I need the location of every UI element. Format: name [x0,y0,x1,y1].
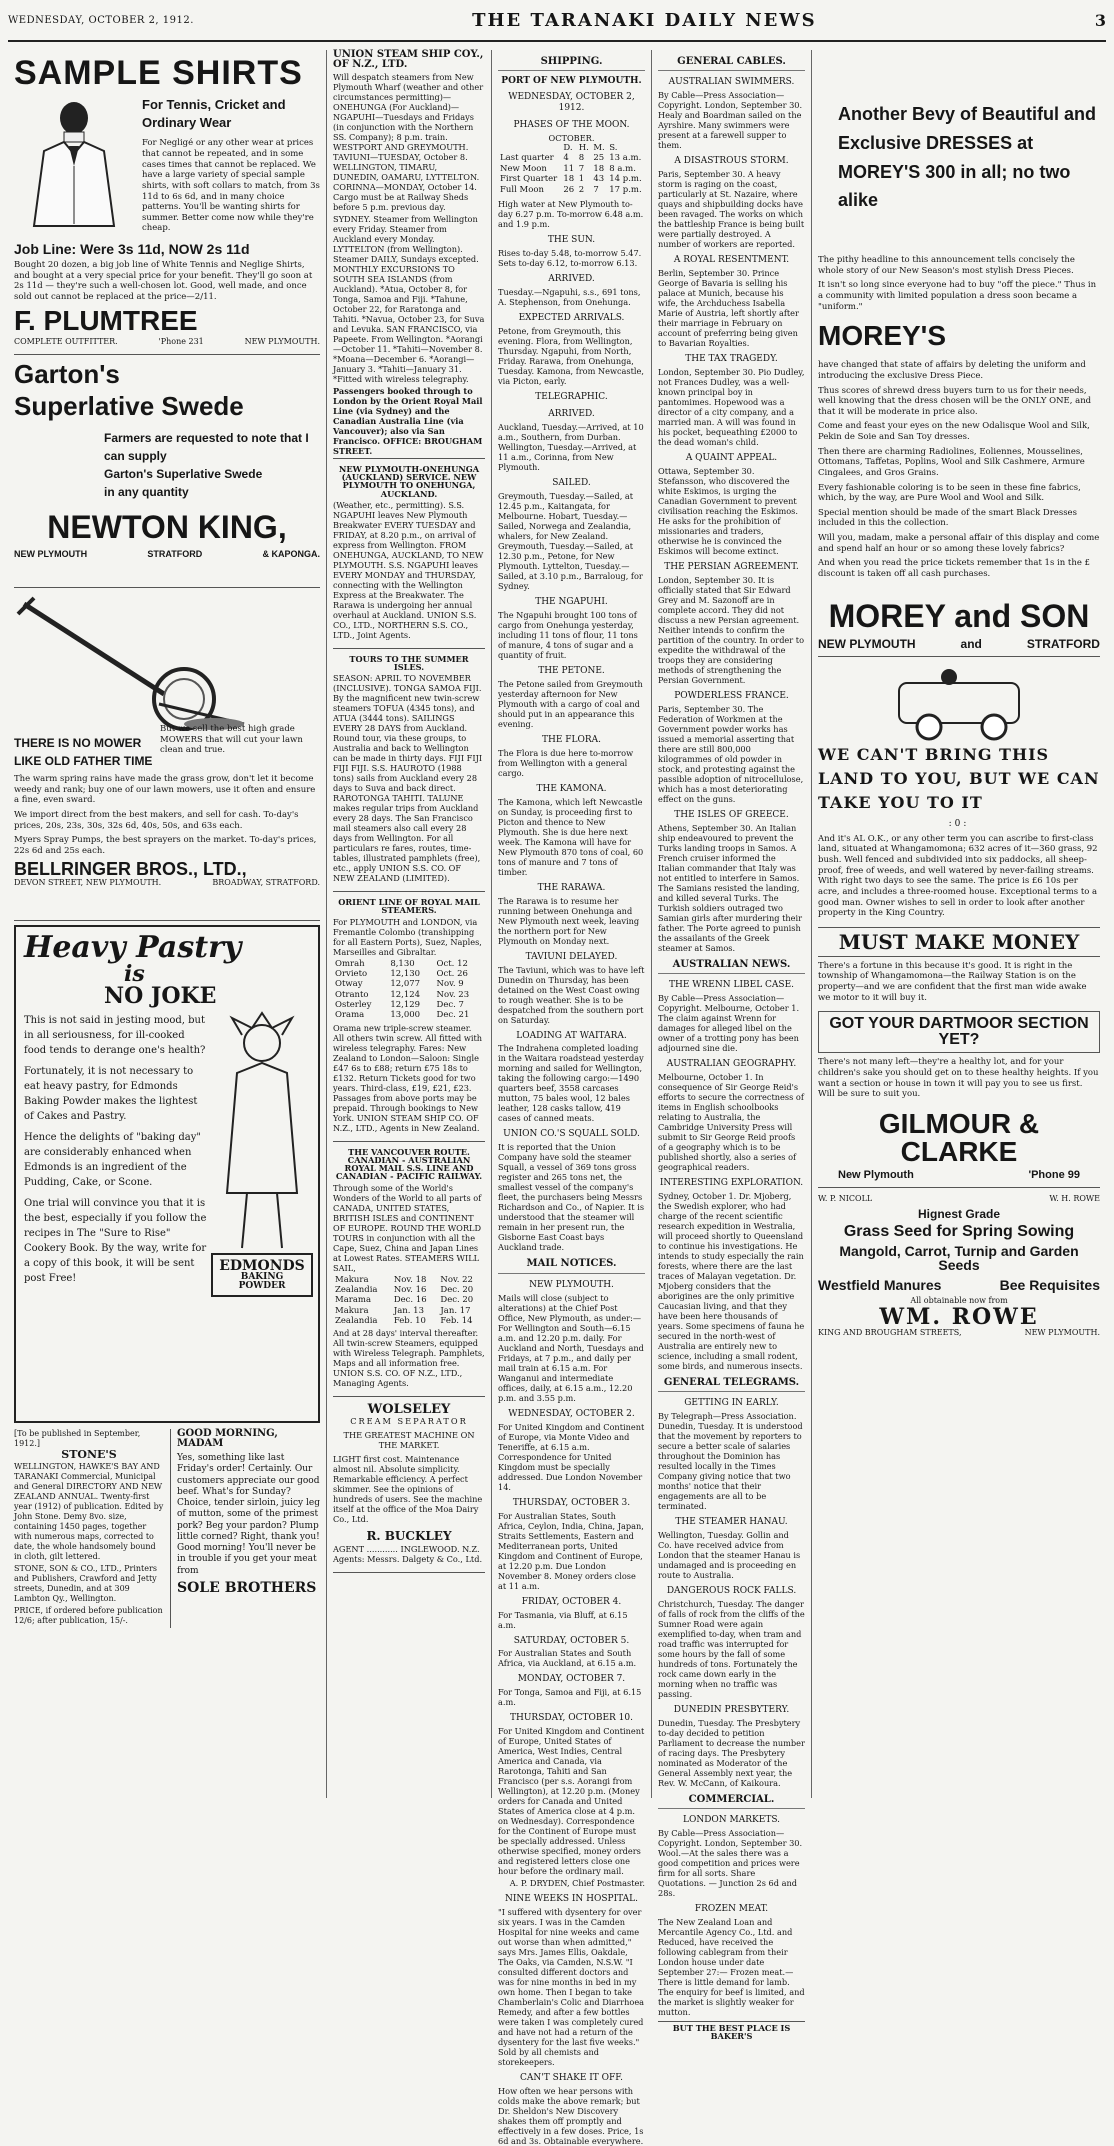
vancouver-from-auckland: Dec. 20 [440,1284,474,1295]
royal-heading: A ROYAL RESENTMENT. [673,255,790,266]
vancouver-sailings-table [333,1275,485,1327]
vancouver-foot: And at 28 days' interval thereafter. All twin-screw Steamers, equipped with Wireless Telegraph. Pamphlets, Maps and all information free. UNION S.S. CO. OF N.Z., LTD., Managing Agents. [333,1328,485,1389]
land-headline: WE CAN'T BRING THIS LAND TO YOU, BUT WE CAN TAKE YOU TO IT [818,744,1100,812]
morey-town-and: and [960,636,982,651]
vancouver-from-auckland: Nov. 22 [440,1274,473,1285]
pastry-headline3: NO JOKE [104,983,217,1009]
vancouver-from-sydney: Nov. 18 [393,1274,427,1285]
vancouver-sailing-row [333,1275,485,1285]
land-body: And it's AL O.K., or any other term you can ascribe to first-class land, situated at Whangamomona; 632 acres of it—360 grass, 92 bush. Well fenced and subdivided into six paddocks, all sheep-proof, free of weeds, and well watered by never-failing streams. With right two days to see the same. The price is £6 10s per acre, and includes a three-roomed house. Exceptional terms to a good man. Owner wishes to sell in order to look after another property in the King Country. [818,833,1098,919]
vancouver-sailing-row [333,1306,485,1316]
morey-p7: Will you, madam, make a personal affair of this display and come and spend half an hour or so among these lovely fabrics? [818,533,1100,554]
mail-fri-heading: FRIDAY, OCTOBER 4. [521,1596,622,1607]
moon-phase-time: 8 a.m. [609,163,636,174]
column-ads-right [811,50,1106,1798]
morning-headline: GOOD MORNING, MADAM [177,1428,278,1449]
aus-news-heading: AUSTRALIAN NEWS. [658,959,805,974]
shirt-man-illustration [14,96,134,226]
greece-heading: THE ISLES OF GREECE. [674,809,789,820]
orient-ship-name: Omrah [335,958,365,969]
orient-ship-tons: 12,124 [390,989,421,1000]
ad-onehunga-service [333,458,485,649]
mail-sub: NEW PLYMOUTH. [529,1279,614,1290]
moon-phase-minute: 18 [593,163,605,174]
moon-phase-row [498,185,645,195]
ad-summer-isles [333,649,485,892]
vancouver-from-auckland: Jan. 17 [440,1305,471,1316]
seed-head5: Bee Requisites [999,1276,1100,1293]
geo-body: Melbourne, October 1. In consequence of Sir George Reid's efforts to secure the correctness of items in English schoolbooks relating to Australia, the Cambridge University Press will submit to Sir George Reid proofs of a geography which is to be published shortly, also a series of geographical readers. [658,1072,804,1173]
explore-body: Sydney, October 1. Dr. Mjoberg, the Swedish explorer, who had charge of the recent scientific research expedition in Westralia, will proceed shortly to Queensland to continue his investigations. He intends to study especially the rain forests, where there are the last traces of Malayan vegetation. Dr. Mjoberg considers that the aborigines are the only primitive Caucasian living, and that they have been here thousands of years. Some specimens of fauna he secured in the north-west of Australia are entirely new to science, including a small rodent, some birds, and numerous insects. [658,1191,805,1372]
pastry-headline1: Heavy Pastry [24,930,242,965]
orient-ship-tons: 8,130 [390,958,415,969]
swede-body3: in any quantity [104,485,189,499]
plumtree-phone: 'Phone 231 [158,336,204,346]
gilmour-phone: 'Phone 99 [1028,1168,1080,1181]
morey-p4: Then there are charming Radiolines, Eoliennes, Mousselines, Ottomans, Taffetas, Poplins, Wool and Silk Cashmere, Armure Cingalees, and Gros Grains. [818,446,1085,478]
hanau-body: Wellington, Tuesday. Gollin and Co. have received advice from London that the steamer Hanau is undamaged and is proceeding en route to Australia. [658,1530,801,1581]
orient-sailing-row [333,990,485,1000]
swede-body1: Farmers are requested to note that I can supply [104,431,309,463]
directory-body: WELLINGTON, HAWKE'S BAY AND TARANAKI Commercial, Municipal and General DIRECTORY AND NEW ZEALAND ANNUAL. Twenty-first year (1912) of publication. Edited by John Stone. Demy 8vo. size, containing 1450 pages, together with numerous maps, corrected to date, the whole handsomely bound in cloth, gilt lettered. [14,1462,164,1561]
morey-town-2: STRATFORD [1026,636,1100,651]
flora-heading: THE FLORA. [541,734,602,745]
seed-head2: Grass Seed for Spring Sowing [843,1222,1075,1240]
mail-mon-heading: MONDAY, OCTOBER 7. [517,1674,626,1685]
squall-heading: UNION CO.'S SQUALL SOLD. [503,1129,640,1140]
arrived2-body: Auckland, Tuesday.—Arrived, at 10 a.m., Southern, from Durban. Wellington, Tuesday.—Arrived, at 11 a.m., Corinna, from New Plymouth. [498,421,644,472]
explore-heading: INTERESTING EXPLORATION. [659,1178,804,1189]
vancouver-ship-name: Makura [335,1274,369,1285]
moon-phase-day: 11 [563,163,575,174]
moon-phase-day: 4 [563,153,569,164]
ngapuhi-body: The Ngapuhi brought 100 tons of cargo from Onehunga yesterday, including 11 tons of flour, 11 tons of manure, 4 tons of sugar and a quantity of fruit. [498,609,638,660]
gilmour-firm: GILMOUR & CLARKE [878,1107,1040,1167]
swede-line2: Superlative Swede [14,391,244,421]
vancouver-sailing-row [333,1285,485,1295]
moon-phase-hour: 8 [578,153,585,164]
mower-headline: THERE IS NO MOWER LIKE OLD FATHER TIME [14,736,153,768]
tax-body: London, September 30. Pio Dudley, not Frances Dudley, was a well-known principal boy in pantomimes. Hopewood was a director of a city company, and a married man. A will was found in his pocket, bequeathing £2000 to the dead woman's child. [658,367,805,448]
cant-body: How often we hear persons with colds make the above remark; but Dr. Sheldon's New Discovery shakes them off promptly and effectively in a few doses. Price, 1s 6d and 3s. Obtainable everywhere. [498,2086,644,2146]
telegrams-heading: GENERAL TELEGRAMS. [658,1377,805,1392]
mail-wed: For United Kingdom and Continent of Europe, via Monte Video and Teneriffe, at 6.15 a.m. Correspondence for United Kingdom must be specially addressed. Due London November 14. [498,1421,645,1492]
vancouver-head: THE VANCOUVER ROUTE. CANADIAN - AUSTRALIAN ROYAL MAIL S.S. LINE AND CANADIAN - PACIFIC RAILWAY. [335,1146,483,1182]
bottom-ads-row [14,1423,320,1628]
moon-col-h: H. [578,143,589,154]
kamona-body: The Kamona, which left Newcastle on Sunday, is proceeding first to Picton and thence to New Plymouth. She is due here next week. The Kamona will have for New Plymouth 870 tons of coal, 60 tons of manure and 7 tons of timber. [498,796,644,877]
markets-body: By Cable—Press Association—Copyright. London, September 30. Wool.—At the sales there was a good competition and prices were firm for all sorts. Share Quotations. — Junction 2s 6d and 28s. [658,1828,803,1899]
early-heading: GETTING IN EARLY. [684,1398,779,1409]
port-heading: PORT OF NEW PLYMOUTH. [501,76,642,87]
orient-ship-tons: 13,000 [390,1010,421,1021]
usc-sydney: SYDNEY. Steamer from Wellington every Friday. Steamer from Auckland every Monday. LYTTELTON (from Wellington). Steamer DAILY, Sundays excepted. MONTHLY EXCURSIONS TO SOUTH SEA ISLANDS (from Auckland). *Atua, October 8, for Tonga, Samoa and Fiji. *Tahune, October 22, for Raratonga and Tahiti. *Navua, October 23, for Suva and Levuka. SAN FRANCISCO, via Papeete. From Wellington. *Aorangi—October 11. *Tahiti—November 8. *Moana—December 6. *Aorangi—January 3. *Tahiti—January 31. *Fitted with wireless telegraphy. [333,214,485,384]
shirts-job-body: Bought 20 dozen, a big job line of White Tennis and Neglige Shirts, and bought at a very special price for your benefit. They'll go soon at 2s 11d — they're such a well-chosen lot. Good, well made, and once sold out cannot be replaced at the price—2/11. [14,260,313,302]
mail-wed-heading: WEDNESDAY, OCTOBER 2. [508,1408,635,1419]
mail-mon: For Tonga, Samoa and Fiji, at 6.15 a.m. [498,1687,642,1708]
orient-sailing-row [333,1000,485,1010]
arrived-body: Tuesday.—Ngapuhi, s.s., 691 tons, A. Stephenson, from Onehunga. [498,286,641,307]
vancouver-ship-name: Zealandia [335,1316,378,1327]
newspaper-title: THE TARANAKI DAILY NEWS [472,9,817,31]
orient-head: ORIENT LINE OF ROYAL MAIL STEAMERS. [338,897,480,916]
newton-king-town-1: NEW PLYMOUTH [14,549,88,559]
commercial-heading: COMMERCIAL. [658,1794,805,1809]
moon-heading: PHASES OF THE MOON. [513,120,630,131]
seed-head3: Mangold, Carrot, Turnip and Garden Seeds [839,1242,1079,1273]
orient-ship-name: Otway [335,979,363,990]
morey-intro2: It isn't so long since everyone had to buy "off the piece." Thus in a community with limited population a dress soon became a "uniform." [818,280,1097,312]
moon-phase-row [498,174,645,184]
lawn-mower-illustration [14,594,154,734]
pastry-body3: Hence the delights of "baking day" are considerably enhanced when Edmonds is an ingredient of the Pudding, Cake, or Scone. [24,1132,201,1188]
seed-firm: WM. ROWE [879,1303,1039,1330]
mail-sat: For Australian States and South Africa, via Auckland, at 6.15 a.m. [498,1648,637,1669]
frozen-heading: FROZEN MEAT. [694,1904,769,1915]
moon-phase-name: Last quarter [500,153,554,164]
page-columns [8,49,1106,2146]
onehunga-body: (Weather, etc., permitting). S.S. NGAPUHI leaves New Plymouth Breakwater EVERY TUESDAY and FRIDAY, at 8.20 p.m., on arrival of express from Wellington. FROM ONEHUNGA, AUCKLAND, TO NEW PLYMOUTH. S.S. NGAPUHI leaves EVERY MONDAY and THURSDAY, connecting with the Wellington Express at the Breakwater. The Rarawa is undergoing her annual overhaul at Auckland. UNION S.S. CO., LTD., NORTHERN S.S. CO., LTD., Joint Agents. [333,499,484,640]
jester-illustration [217,1013,307,1253]
dartmoor-headline: GOT YOUR DARTMOOR SECTION YET? [818,1011,1100,1053]
mower-body1: But we sell the best high grade MOWERS that will cut your lawn clean and true. [160,724,303,756]
vancouver-ship-name: Zealandia [335,1284,378,1295]
ad-gartons-swede [14,355,320,588]
markets-heading: LONDON MARKETS. [682,1815,781,1826]
shirts-for: For Tennis, Cricket and Ordinary Wear [142,97,286,131]
orient-sailing-row [333,959,485,969]
telegraphic-heading: TELEGRAPHIC. [535,391,608,402]
tide-text: High water at New Plymouth to-day 6.27 p.m. To-morrow 6.48 a.m. and 1.9 p.m. [498,198,644,229]
tours-body: SEASON: APRIL TO NOVEMBER (INCLUSIVE). TONGA SAMOA FIJI. By the magnificent new twin-screw steamers TOFUA (4345 tons), and ATUA (3444 tons). SAILINGS EVERY 28 DAYS from Auckland. Round tour, via these groups, to Australia and back to Wellington can be made in thirty days. FIJI FIJI FIJI FIJI. S.S. HAUROTO (1988 tons) sails from Auckland every 28 days to Suva and back direct. RAROTONGA TAHITI. TALUNE makes regular trips from Auckland every 28 days. The San Francisco mail steamers also call every 28 days from Wellington. For all particulars re fares, routes, time-tables, illustrated pamphlets (free), etc., apply UNION S.S. CO. OF NEW ZEALAND (LIMITED). [333,673,483,884]
port-date: WEDNESDAY, OCTOBER 2, 1912. [508,92,635,114]
moon-phase-hour: 7 [578,163,585,174]
column-steamship-ads [326,50,491,1798]
edmonds-tin [211,1253,313,1297]
moon-phase-day: 26 [563,184,575,195]
mail-body: Mails will close (subject to alterations) at the Chief Post Office, New Plymouth, as under:— For Wellington and South—6.15 a.m. and 12.20 p.m. daily. For Auckland and North, Tuesdays and Fridays, at 7 p.m., and daily per mail train at 6.15 a.m. For Wanganui and intermediate offices, daily, at 6.15 a.m., 12.20 p.m. and 3.55 p.m. [498,1292,644,1403]
vancouver-from-auckland: Feb. 14 [440,1316,473,1327]
powder-heading: POWDERLESS FRANCE. [674,691,789,701]
morey-p6: Special mention should be made of the smart Black Dresses included in this the collection. [818,507,1077,529]
morey-town-1: NEW PLYMOUTH [818,636,916,651]
seed-addr-left: KING AND BROUGHAM STREETS, [818,1327,962,1337]
hospital-heading: NINE WEEKS IN HOSPITAL. [504,1894,639,1905]
swede-body2: Garton's Superlative Swede [104,467,263,481]
expected-heading: EXPECTED ARRIVALS. [518,312,625,323]
moon-phase-row [498,153,645,163]
mail-thu: For Australian States, South Africa, Ceylon, India, China, Japan, Straits Settlements, Eastern and Mediterranean ports, United Kingdom and Continent of Europe, at 12.20 p.m. Due London November 8. Money orders close at 11 a.m. [498,1510,644,1591]
morey-p5: Every fashionable coloring is to be seen in these fine fabrics, which, by the way, are Pure Wool and Wool and Silk. [818,482,1081,504]
wolseley-body2: LIGHT first cost. Maintenance almost nil. Absolute simplicity. Remarkable efficiency. A perfect skimmer. See the opinions of hundreds of users. See the machine itself at the office of the Moa Dairy Co., Ltd. [333,1454,483,1525]
shirts-body: For Negligé or any other wear at prices that cannot be repeated, and in some cases times that cannot be replaced. We have a large variety of special sample shirts, with soft collars to match, from 3s 11d to 6s 6d, and in many choice patterns. You'll be wanting shirts for summer. Better come now while they're cheap. [142,138,320,234]
ad-edmonds-pastry [14,925,320,1423]
rarawa-body: The Rarawa is to resume her running between Onehunga and New Plymouth next week, leaving the northern port for New Plymouth on Monday next. [498,895,640,946]
orient-ship-date: Nov. 23 [436,989,470,1000]
mail-thu2-heading: THURSDAY, OCTOBER 10. [509,1713,633,1724]
directory-price: PRICE, if ordered before publication 12/6; after publication, 15/-. [14,1606,163,1625]
swim-heading: AUSTRALIAN SWIMMERS. [668,77,795,88]
mower-body2: The warm spring rains have made the grass grow, don't let it become weedy and rank; buy one of our lawn mowers, use it often and ensure a fine, even sward. [14,774,316,806]
bakers-line: BUT THE BEST PLACE IS BAKER'S [658,2021,805,2040]
presbytery-heading: DUNEDIN PRESBYTERY. [673,1705,790,1716]
moon-phase-time: 13 a.m. [609,153,642,164]
vancouver-from-auckland: Dec. 20 [440,1295,474,1306]
libel-heading: THE WRENN LIBEL CASE. [668,980,795,991]
moon-col-d: D. [563,143,573,154]
mail-heading: MAIL NOTICES. [498,1258,645,1273]
edmonds-brand: EDMONDS [219,1258,305,1274]
moon-phase-hour: 2 [578,184,585,195]
moon-phase-name: Full Moon [500,184,544,195]
morning-body: Yes, something like last Friday's order! Certainly. Our customers appreciate our good beef. What's for Sunday? Choice, tender sirloin, juicy leg of mutton, some of the primest pork? Beg your pardon? Plump little corned? Right, thank you! Good morning! You'll never be in trouble if you get your meat from [177,1453,320,1576]
quaint-heading: A QUAINT APPEAL. [685,453,778,464]
quaint-body: Ottawa, September 30. Stefansson, who discovered the white Eskimos, is urging the Canadian Government to prevent civilisation reaching the Eskimos. He asks for the prohibition of missionaries and traders, otherwise he is convinced the Eskimos will become extinct. [658,466,798,557]
moon-phase-time: 14 p.m. [609,174,642,185]
directory-publisher: STONE, SON & CO., LTD., Printers and Publishers, Crawford and Jetty streets, Dunedin, and at 309 Lambton Qy., Wellington. [14,1564,157,1603]
buckley-foot: AGENT ............ INGLEWOOD. N.Z. Agents: Messrs. Dalgety & Co., Ltd. [333,1544,483,1565]
arrived-heading: ARRIVED. [548,273,595,284]
expected-body: Petone, from Greymouth, this evening. Flora, from Wellington, Thursday. Ngapuhi, from North, Friday. Rarawa, from Onehunga, Tuesday. Kamona, from Newcastle, via Picton, early. [498,325,644,386]
directory-lead: [To be published in September, 1912.] [14,1429,141,1448]
storm-heading: A DISASTROUS STORM. [674,156,789,167]
edmonds-brand-sub: BAKING POWDER [238,1272,286,1291]
waitara-body: The Indrahena completed loading in the Waitara roadstead yesterday morning and sailed for Wellington, taking the following cargo:—1490 quarters beef, 3558 carcases mutton, 75 bales wool, 12 bales leather, 128 casks tallow, 419 cases of canned meats. [498,1043,644,1124]
arrived2-heading: ARRIVED. [548,408,595,419]
taviuni-body: The Taviuni, which was to have left Dunedin on Thursday, has been detained on the West Coast owing to rough weather. She is to be despatched from the southern port on Saturday. [498,964,645,1025]
swede-line1: Garton's [14,359,120,389]
wolseley-head: WOLSELEY [367,1402,451,1418]
pastry-body4: One trial will convince you that it is the best, especially if you follow the recipes in The "Sure to Rise" Cookery Book. By the way, write for a copy of this book, it will be sent post Free! [24,1198,207,1284]
geo-heading: AUSTRALIAN GEOGRAPHY. [666,1059,797,1070]
shirts-job-line: Job Line: Were 3s 11d, NOW 2s 11d [14,241,250,257]
vancouver-ship-name: Marama [335,1295,372,1306]
bellringer-firm: BELLRINGER BROS., LTD., [14,859,247,880]
mail-sat-heading: SATURDAY, OCTOBER 5. [513,1635,630,1646]
moon-phases-table [498,143,645,195]
orient-ship-date: Oct. 12 [436,958,468,969]
seed-addr-right: NEW PLYMOUTH. [1024,1327,1100,1337]
persian-body: London, September 30. It is officially stated that Sir Edward Grey and M. Sazonoff are in complete accord. They did not discuss a new Persian agreement. Neither intends to confirm the partition of the country. In order to expedite the withdrawal of the troops they are considering methods of strengthening the Persian Government. [658,575,805,685]
vancouver-from-sydney: Dec. 16 [393,1295,427,1306]
taviuni-heading: TAVIUNI DELAYED. [525,951,618,962]
libel-body: By Cable—Press Association—Copyright. Melbourne, October 1. The claim against Wrenn for damages for alleged libel on the owner of a trotting pony has been adjourned sine die. [658,993,800,1054]
ad-sample-shirts [14,50,320,355]
directory-title: STONE'S [61,1448,117,1461]
orient-body: For PLYMOUTH and LONDON, via Fremantle Colombo (transhipping for all Eastern Ports), Suez, Naples, Marseilles and Gibraltar. [333,916,482,957]
moon-col-s: S. [609,143,618,154]
swim-body: By Cable—Press Association—Copyright. London, September 30. Healy and Boardman sailed on the Ayrshire. Many swimmers were present at a farewell supper to them. [658,90,803,151]
morey-p8: And when you read the price tickets remember that 1s in the £ discount is taken off all cash purchases. [818,558,1090,579]
plumtree-firm: F. PLUMTREE [14,304,198,336]
mail-thu-heading: THURSDAY, OCTOBER 3. [512,1497,631,1508]
orient-ship-name: Osterley [335,1000,372,1011]
seed-left-name: W. P. NICOLL [818,1193,873,1203]
orient-ship-name: Orvieto [335,968,368,979]
seed-head1: Hignest Grade [917,1206,1001,1221]
falls-body: Christchurch, Tuesday. The danger of falls of rock from the cliffs of the Sumner Road were again exemplified to-day, when tram and road traffic was interrupted for some hours by the fall of some hundreds of tons. Fortunately the rock came down early in the morning when no traffic was passing. [658,1599,805,1700]
usc-foot: Passengers booked through to London by the Orient Royal Mail Line (via Sydney) and the Canadian Australia Line (via Vancouver); also via San Francisco. OFFICE: BROUGHAM STREET. [333,386,483,456]
orient-ship-date: Dec. 21 [436,1010,470,1021]
mail-fri: For Tasmania, via Bluff, at 6.15 a.m. [498,1609,628,1630]
ngapuhi-heading: THE NGAPUHI. [535,596,608,607]
moon-phase-minute: 43 [593,174,605,185]
pastry-body1: This is not said in jesting mood, but in all seriousness, for ill-cooked food tends to derange one's health? [24,1015,206,1056]
motorist-illustration [818,663,1100,743]
vancouver-from-sydney: Feb. 10 [393,1316,426,1327]
vancouver-ship-name: Makura [335,1305,369,1316]
powder-body: Paris, September 30. The Federation of Workmen at the Government powder works has issued a memorial asserting that there are still 800,000 kilogrammes of old powder in stock, and protesting against the passible adoption of nitrocellulose, which has a most deteriorating effect on the guns. [658,703,804,804]
frozen-body: The New Zealand Loan and Mercantile Agency Co., Ltd. and Reduced, have received the following cablegram from their London house under date September 27:— Frozen meat.—There is little demand for lamb. The enquiry for beef is limited, and the market is slightly weaker for mutton. [658,1917,805,2018]
wolseley-body1: THE GREATEST MACHINE ON THE MARKET. [343,1430,475,1451]
orient-ship-name: Otranto [335,989,369,1000]
cables-heading: GENERAL CABLES. [658,56,805,71]
moon-phase-name: First Quarter [500,174,558,185]
column-ads-left [8,50,326,1798]
hospital-body: "I suffered with dysentery for over six years. I was in the Camden Hospital for nine weeks and came out worse than when admitted," says Mrs. James Ellis, Oakdale, The Oaks, via Camden, N.S.W. "I consulted different doctors and was for nine months in bed in my own home. Then I began to take Chamberlain's Colic and Diarrhoea Remedy, and after a few bottles were taken I was completely cured and have not had a return of the dysentery for the last five weeks." Sold by all chemists and storekeepers. [498,1907,645,2068]
onehunga-head: NEW PLYMOUTH-ONEHUNGA (AUCKLAND) SERVICE. NEW PLYMOUTH TO ONEHUNGA, AUCKLAND. [338,464,480,499]
sun-body: Rises to-day 5.48, to-morrow 5.47. Sets to-day 6.12, to-morrow 6.13. [498,247,642,268]
column-shipping [491,50,651,2146]
morey-p1: have changed that state of affairs by deleting the uniform and introducing the exclusive Dress Piece. [818,360,1086,381]
seed-head4: Westfield Manures [818,1276,942,1293]
squall-body: It is reported that the Union Company have sold the steamer Squall, a vessel of 369 tons gross register and 265 tons net, the smallest vessel of the company's fleet, the purchasers being Messrs Richardson and Co., of Napier. It is understood that the steamer will remain in her present run, the Gisborne East Coast bays Auckland trade. [498,1142,645,1253]
ad-good-morning [170,1429,320,1628]
plumtree-outfitter: COMPLETE OUTFITTER. [14,336,118,346]
flora-body: The Flora is due here to-morrow from Wellington with a general cargo. [498,747,634,778]
royal-body: Berlin, September 30. Prince George of Bavaria is selling his palace at Munich, because his wife, the Archduchess Isabella Marie of Austria, left shortly after their marriage in February on account of preferring being given to Bavarian Royalties. [658,268,799,349]
mower-body3: We import direct from the best makers, and sell for cash. To-day's prices, 20s, 23s, 30s, 32s 6d, 40s, 50s, and 63s each. [14,809,299,831]
cant-heading: CAN'T SHAKE IT OFF. [519,2073,623,2084]
ad-bellringer-mower [14,588,320,921]
ad-wolseley [333,1397,485,1573]
shipping-heading: SHIPPING. [498,56,645,71]
orient-sailing-row [333,979,485,989]
early-body: By Telegraph—Press Association. Dunedin, Tuesday. It is understood that the movement by reporters to secure a better scale of salaries throughout the Dominion has resulted locally in the Times Company giving notice that two months' notice that their engagements are all to be terminated. [658,1411,803,1512]
greece-body: Athens, September 30. An Italian ship endeavoured to prevent the Turks landing troops in Samos. A French cruiser informed the Italian commander that Italy was not entitled to interfere in Samos. The Samians resisted the landing, and killed several Turks. The Turkish soldiers outraged two Samian girls after murdering their father. The Porte agreed to punish the assailants of the Greek steamer at Samos. [658,822,803,953]
persian-heading: THE PERSIAN AGREEMENT. [664,562,799,573]
orient-ship-date: Nov. 9 [436,979,464,990]
vancouver-sailing-row [333,1316,485,1326]
petone-heading: THE PETONE. [538,665,605,676]
page-number: 3 [1094,10,1106,30]
moon-phase-day: 18 [563,174,575,185]
kamona-heading: THE KAMONA. [536,783,607,794]
usc-body: Will despatch steamers from New Plymouth Wharf (weather and other circumstances permitting)— ONEHUNGA (For Auckland)— NGAPUHI—Tuesdays and Fridays (in conjunction with the Northern SS. Company); 8 p.m. train. WESTPORT AND GREYMOUTH. TAVIUNI—TUESDAY, October 8. WELLINGTON, TIMARU, DUNEDIN, OAMARU, LYTTELTON. CORINNA—MONDAY, October 14. Cargo must be at Railway Sheds before 5 p.m. previous day. [333,72,484,212]
vancouver-from-sydney: Nov. 16 [393,1284,427,1295]
mail-signature: A. P. DRYDEN, Chief Postmaster. [509,1878,645,1889]
ad-vancouver-route [333,1142,485,1398]
morey-firm: MOREY and SON [828,597,1090,634]
storm-body: Paris, September 30. A heavy storm is raging on the coast, particularly at St. Nazaire, where quays and shipbuilding docks have been ravaged. The works on which the battleship France is being built were partially destroyed. A number of workers are reported. [658,169,805,250]
orient-foot: Orama new triple-screw steamer. All others twin screw. All fitted with wireless telegraphy. Fares: New Zealand to London—Saloon: Single £47 6s to £88; return £75 18s to £132. Return Tickets good for two years. Third-class, £19, £21, £23. Passages from above ports may be prepaid. Through bookings to New York. UNION STEAM SHIP CO. OF N.Z., LTD., Agents in New Zealand. [333,1022,483,1133]
sailed-heading: SAILED. [552,477,591,488]
pastry-body2: Fortunately, it is not necessary to eat heavy pastry, for Edmonds Baking Powder makes the lightest of Cakes and Pastry. [24,1066,198,1122]
orient-ship-tons: 12,130 [390,968,421,979]
moon-phase-row [498,164,645,174]
sun-heading: THE SUN. [547,234,596,245]
sole-brothers-firm: SOLE BROTHERS [177,1579,317,1596]
newton-king-town-2: STRATFORD [147,549,203,559]
vancouver-body: Through some of the World's Wonders of the World to all parts of CANADA, UNITED STATES, BRITISH ISLES and CONTINENT OF EUROPE. ROUND THE WORLD TOURS in conjunction with all the Cape, Suez, China and Japan Lines at Lowest Rates. STEAMERS WILL SAIL, [333,1182,482,1273]
seed-right-name: W. H. ROWE [1049,1193,1100,1203]
newton-king-firm: NEWTON KING, [47,509,287,545]
falls-heading: DANGEROUS ROCK FALLS. [666,1586,797,1597]
usc-head: UNION STEAM SHIP COY., OF N.Z., LTD. [333,49,484,70]
dartmoor-body: There's not many left—they're a healthy lot, and for your children's sake you should get on to these healthy heights. If you want a section or house in town it will pay you to see us first. Will be sure to suit you. [818,1057,1099,1100]
orient-sailings-table [333,959,485,1021]
moon-month: OCTOBER. [548,133,595,144]
orient-ship-tons: 12,129 [390,1000,421,1011]
pastry-headline2: is [124,961,145,987]
mower-body4: Myers Spray Pumps, the best sprayers on the market. To-day's prices, 22s 6d and 25s each. [14,835,317,856]
ad-stones-directory [14,1429,164,1628]
money-body: There's a fortune in this because it's good. It is right in the township of Whangamomona—the Railway Station is on the property—and we are confident that the first man wide awake we motor to it will buy it. [818,960,1087,1003]
ad-moreys [818,50,1100,657]
vancouver-from-sydney: Jan. 13 [393,1305,424,1316]
shirts-headline: SAMPLE SHIRTS [14,54,303,92]
orient-ship-date: Dec. 7 [436,1000,464,1011]
sailed-body: Greymouth, Tuesday.—Sailed, at 12.45 p.m., Kaitangata, for Melbourne. Hobart, Tuesday.—Sailed, Norwega and Zealandia, whalers, for New Zealand. Greymouth, Tuesday.—Sailed, at 12.30 p.m., Petone, for New Plymouth. Lyttelton, Tuesday.—Sailed, at 3.10 p.m., Barraloug, for Sydney. [498,490,643,591]
land-separator: :0: [948,818,970,829]
rarawa-heading: THE RARAWA. [537,882,606,893]
orient-ship-name: Orama [335,1010,365,1021]
ad-orient-line [333,892,485,1142]
moon-phase-minute: 25 [593,153,605,164]
petone-body: The Petone sailed from Greymouth yesterday afternoon for New Plymouth with a cargo of coal and should put in an appearance this evening. [498,678,643,729]
tax-heading: THE TAX TRAGEDY. [685,354,778,365]
tours-head: TOURS TO THE SUMMER ISLES. [349,653,469,673]
moon-phase-minute: 7 [593,184,599,195]
bellringer-addr-right: BROADWAY, STRATFORD. [212,878,320,888]
buckley-head: R. BUCKLEY [366,1529,452,1544]
ad-wm-rowe-seeds [818,1188,1100,1344]
morey-name: MOREY'S [818,320,947,352]
vancouver-sailing-row [333,1295,485,1305]
moon-col-m: M. [593,143,605,154]
morey-p2: Thus scores of shrewd dress buyers turn to us for their needs, well knowing that the dress chosen will be the ONLY ONE, and that it will be moderate in price also. [818,385,1092,417]
orient-ship-tons: 12,077 [390,979,421,990]
wolseley-sub: CREAM SEPARATOR [350,1416,468,1427]
mail-thu2: For United Kingdom and Continent of Europe, United States of America, West Indies, Central America and Canada, via Rarotonga, Tahiti and San Francisco (per s.s. Aorangi from Wellington), at 12.20 p.m. (Money orders for Canada and United States of America close at 4 p.m. on Wednesday). Correspondence for the Continent of Europe must be specially addressed. Unless otherwise specified, money orders and registered letters close one hour before the ordinary mail. [498,1726,645,1877]
waitara-heading: LOADING AT WAITARA. [516,1030,627,1041]
issue-date: WEDNESDAY, OCTOBER 2, 1912. [8,14,194,26]
gilmour-town: New Plymouth [838,1168,914,1181]
orient-ship-date: Oct. 26 [436,968,468,979]
morey-headline: Another Bevy of Beautiful and Exclusive DRESSES at MOREY'S 300 in all; no two alike [838,104,1097,211]
ad-gilmour-clarke [818,657,1100,1188]
moon-phase-name: New Moon [500,163,547,174]
bellringer-addr-left: DEVON STREET, NEW PLYMOUTH. [14,878,162,888]
presbytery-body: Dunedin, Tuesday. The Presbytery to-day decided to petition Parliament to decrease the number of racing days. The Presbytery nominated as Moderator of the General Assembly next year, the Rev. W. McCann, of Kaikoura. [658,1718,805,1789]
seed-sub: All obtainable now from [910,1295,1008,1305]
moon-phase-hour: 1 [578,174,585,185]
money-headline: MUST MAKE MONEY [818,927,1100,957]
morey-intro: The pithy headline to this announcement tells concisely the whole story of our New Season's most stylish Dress Pieces. [818,255,1075,276]
column-cables [651,50,811,2042]
hanau-heading: THE STEAMER HANAU. [675,1517,788,1528]
plumtree-town: NEW PLYMOUTH. [244,336,320,346]
orient-sailing-row [333,1010,485,1020]
moon-phase-time: 17 p.m. [609,184,642,195]
morey-p3: Come and feast your eyes on the new Odalisque Wool and Silk, Pekin de Soie and San Toy dresses. [818,421,1090,443]
newton-king-town-3: & KAPONGA. [262,549,320,559]
orient-sailing-row [333,969,485,979]
masthead [8,0,1106,42]
